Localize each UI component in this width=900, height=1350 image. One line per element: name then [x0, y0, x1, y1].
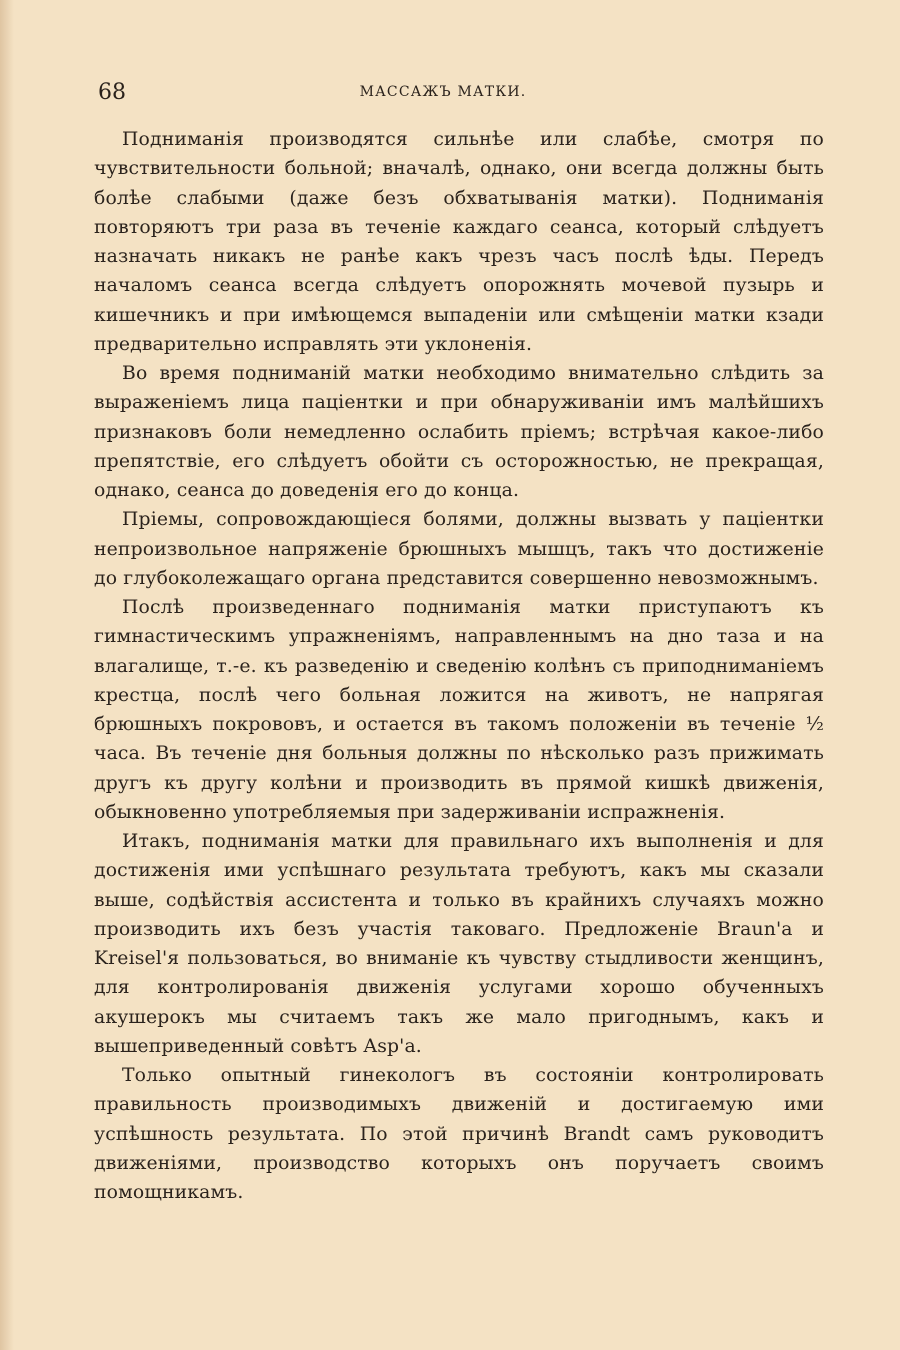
paragraph: Послѣ произведеннаго подниманія матки приступаютъ къ гимнастическимъ упражненіямъ, направленнымъ на дно таза и на влагалище, т.-е. къ разведенію и сведенію колѣнъ съ приподниманіемъ крестца, послѣ чего больная ложится на животъ, не напрягая брюшныхъ покрововъ, и остается въ такомъ положеніи въ теченіе ½ часа. Въ теченіе дня больныя должны по нѣсколько разъ прижимать другъ къ другу колѣни и производить въ прямой кишкѣ движенія, обыкновенно употребляемыя при задерживаніи испражненія.: [94, 597, 824, 823]
page-number: 68: [98, 80, 126, 105]
page-edge-shadow: [0, 0, 14, 1350]
paragraph: Пріемы, сопровождающіеся болями, должны вызвать у паціентки непроизвольное напряженіе брюшныхъ мышцъ, такъ что достиженіе до глубоколежащаго органа представится совершенно невозможнымъ.: [94, 509, 824, 589]
paragraph: Во время подниманій матки необходимо внимательно слѣдить за выраженіемъ лица паціентки и при обнаруживаніи имъ малѣйшихъ признаковъ боли немедленно ослабить пріемъ; встрѣчая какое-либо препятствіе, его слѣдуетъ обойти съ осторожностью, не прекращая, однако, сеанса до доведенія его до конца.: [94, 363, 824, 501]
page-header: [98, 80, 828, 110]
paragraph: Подниманія производятся сильнѣе или слабѣе, смотря по чувствительности больной; вначалѣ, однако, они всегда должны быть болѣе слабыми (даже безъ обхватыванія матки). Подниманія повторяютъ три раза въ теченіе каждаго сеанса, который слѣдуетъ назначать никакъ не ранѣе какъ чрезъ часъ послѣ ѣды. Передъ началомъ сеанса всегда слѣдуетъ опорожнять мочевой пузырь и кишечникъ и при имѣющемся выпаденіи или смѣщеніи матки кзади предварительно исправлять эти уклоненія.: [94, 129, 824, 355]
running-head: МАССАЖЪ МАТКИ.: [359, 84, 527, 100]
paragraph: Итакъ, подниманія матки для правильнаго ихъ выполненія и для достиженія ими успѣшнаго результата требуютъ, какъ мы сказали выше, содѣйствія ассистента и только въ крайнихъ случаяхъ можно производить ихъ безъ участія таковаго. Предложеніе Braun'а и Kreisel'я пользоваться, во вниманіе къ чувству стыдливости женщинъ, для контролированія движенія услугами хорошо обученныхъ акушерокъ мы считаемъ такъ же мало пригоднымъ, какъ и вышеприведенный совѣтъ Asp'а.: [94, 831, 824, 1057]
body-text: [94, 125, 824, 1207]
paragraph: Только опытный гинекологъ въ состояніи контролировать правильность производимыхъ движеній и достигаемую ими успѣшность результата. По этой причинѣ Brandt самъ руководитъ движеніями, производство которыхъ онъ поручаетъ своимъ помощникамъ.: [94, 1065, 824, 1203]
